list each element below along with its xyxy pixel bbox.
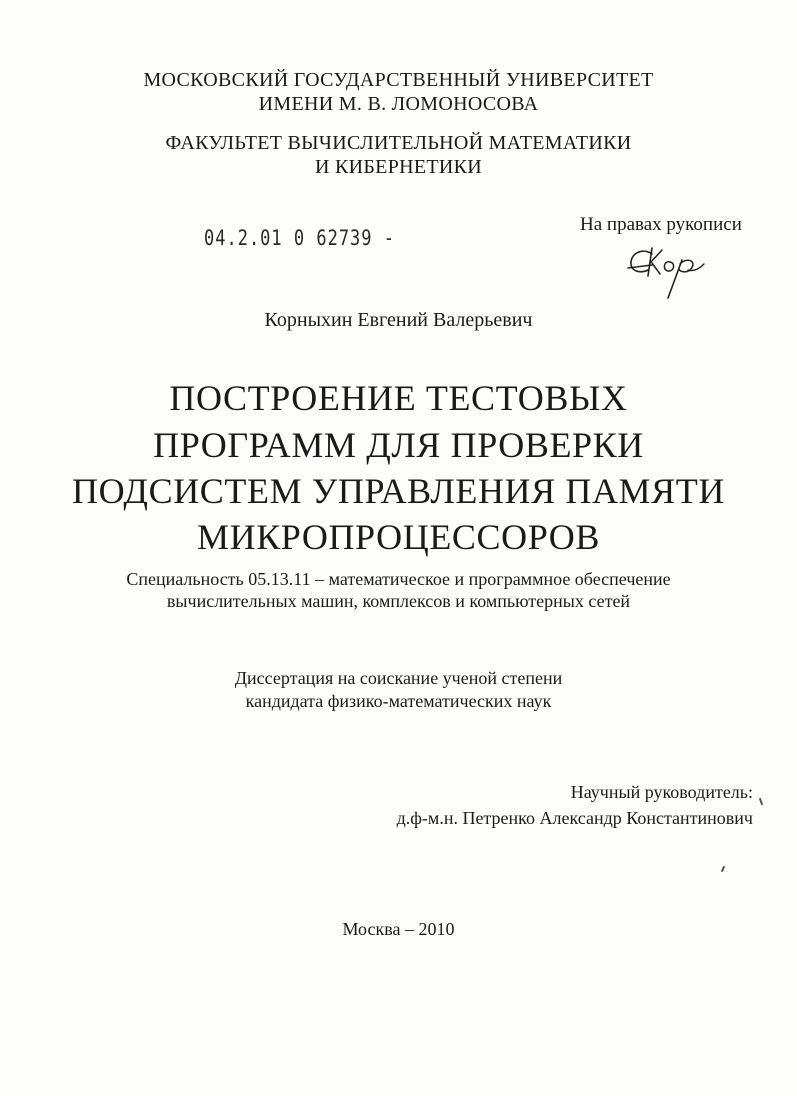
rights-note: На правах рукописи [580,214,742,235]
faculty-name-line-2: И КИБЕРНЕТИКИ [314,156,483,178]
scan-speck [759,798,763,805]
scientific-advisor-block [397,779,753,831]
university-name-line-1: МОСКОВСКИЙ ГОСУДАРСТВЕННЫЙ УНИВЕРСИТЕТ [143,69,654,91]
thesis-title-line-3: ПОДСИСТЕМ УПРАВЛЕНИЯ ПАМЯТИ [72,471,725,511]
thesis-title-line-4: МИКРОПРОЦЕССОРОВ [196,517,601,557]
advisor-label: Научный руководитель: [570,782,753,802]
author-name: Корныхин Евгений Валерьевич [264,309,533,331]
thesis-title-line-2: ПРОГРАММ ДЛЯ ПРОВЕРКИ [153,425,644,465]
faculty-name-line-1: ФАКУЛЬТЕТ ВЫЧИСЛИТЕЛЬНОЙ МАТЕМАТИКИ [165,132,632,154]
thesis-title-line-1: ПОСТРОЕНИЕ ТЕСТОВЫХ [169,378,628,418]
scan-speck [721,866,725,872]
dissertation-degree-line-2: кандидата физико-математических наук [245,691,552,711]
specialty-line-2: вычислительных машин, комплексов и компьютерных сетей [166,591,631,611]
handwritten-signature [622,238,712,300]
city-year: Москва – 2010 [342,919,455,939]
dissertation-degree-line-1: Диссертация на соискание ученой степени [234,668,563,688]
advisor-name: д.ф-м.н. Петренко Александр Константинович [396,808,753,828]
specialty-line-1: Специальность 05.13.11 – математическое и программное обеспечение [126,569,671,589]
library-stamp-number: 04.2.01 0 62739 - [204,226,395,251]
university-name-line-2: ИМЕНИ М. В. ЛОМОНОСОВА [258,93,539,115]
